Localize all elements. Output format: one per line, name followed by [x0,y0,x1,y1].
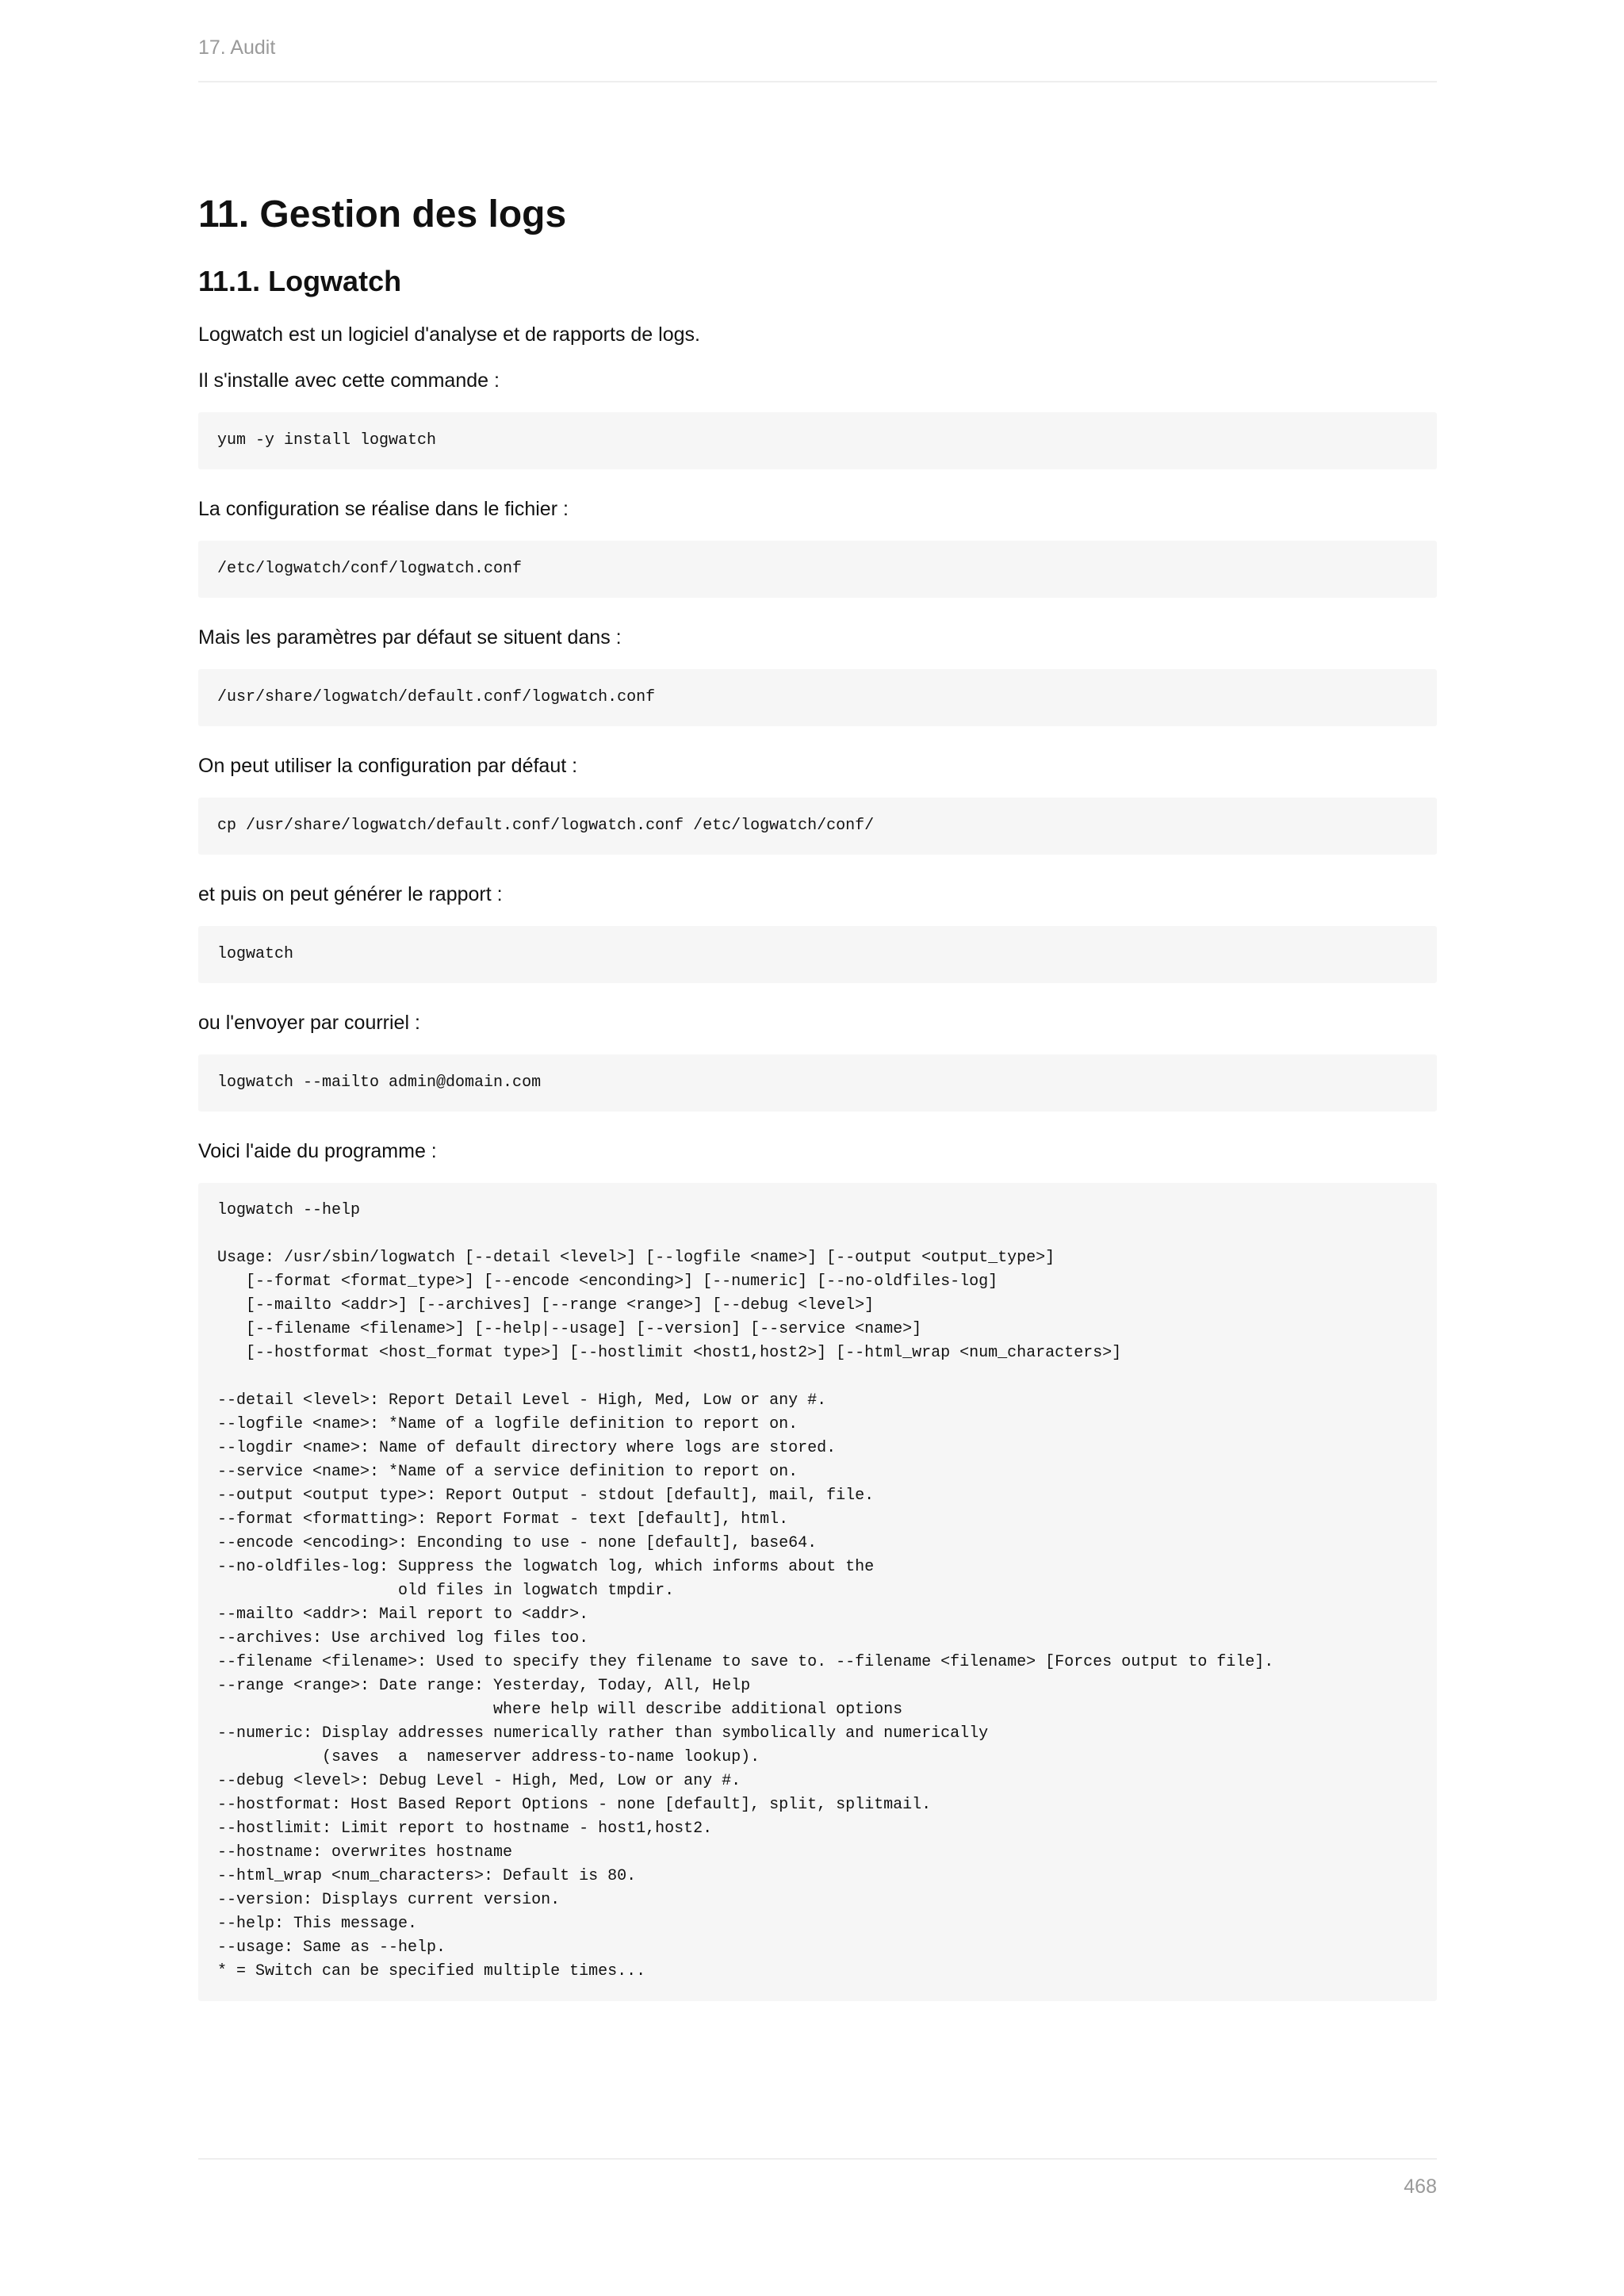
page-content [198,187,1437,2001]
header-divider [198,81,1437,82]
copy-command-block: cp /usr/share/logwatch/default.conf/logwatch.conf /etc/logwatch/conf/ [198,798,1437,855]
defaults-paragraph: Mais les paramètres par défaut se situent dans : [198,626,622,649]
config-paragraph: La configuration se réalise dans le fichier : [198,498,569,520]
mail-command-block: logwatch --mailto admin@domain.com [198,1054,1437,1112]
footer-divider [198,2158,1437,2160]
mail-paragraph: ou l'envoyer par courriel : [198,1012,420,1034]
help-paragraph: Voici l'aide du programme : [198,1140,437,1162]
install-paragraph: Il s'installe avec cette commande : [198,369,500,392]
intro-paragraph: Logwatch est un logiciel d'analyse et de rapports de logs. [198,323,700,346]
section-title: 11.1. Logwatch [198,265,402,297]
install-command-block: yum -y install logwatch [198,412,1437,469]
help-output-block: logwatch --help Usage: /usr/sbin/logwatch [--detail <level>] [--logfile <name>] [--output <output_type>] [--format <format_type>] [--encode <enconding>] [--numeric] [--no-oldfiles-log] [--mailto <addr>] [--archives] [--range <range>] [--debug <level>] [--filename <filename>] [--help|--usage] [--version] [--service <name>] [--hostformat <host_format type>] [--hostlimit <host1,host2>] [--html_wrap <num_characters>] --detail <level>: Report Detail Level - High, Med, Low or any #. --logfile <name>: *Name of a logfile definition to report on. --logdir <name>: Name of default directory where logs are stored. --service <name>: *Name of a service definition to report on. --output <output type>: Report Output - stdout [default], mail, file. --format <formatting>: Report Format - text [default], html. --encode <encoding>: Enconding to use - none [default], base64. --no-oldfiles-log: Suppress the logwatch log, which informs about the old files in logwatch tmpdir. --mailto <addr>: Mail report to <addr>. --archives: Use archived log files too. --filename <filename>: Used to specify they filename to save to. --filename <filename> [Forces output to file]. --range <range>: Date range: Yesterday, Today, All, Help where help will describe additional options --numeric: Display addresses numerically rather than symbolically and numerically (saves a nameserver address-to-name lookup). --debug <level>: Debug Level - High, Med, Low or any #. --hostformat: Host Based Report Options - none [default], split, splitmail. --hostlimit: Limit report to hostname - host1,host2. --hostname: overwrites hostname --html_wrap <num_characters>: Default is 80. --version: Displays current version. --help: This message. --usage: Same as --help. * = Switch can be specified multiple times... [198,1183,1437,2001]
page-number: 468 [1404,2175,1437,2198]
use-default-paragraph: On peut utiliser la configuration par défaut : [198,755,578,777]
generate-command-block: logwatch [198,926,1437,983]
generate-paragraph: et puis on peut générer le rapport : [198,883,503,905]
running-header: 17. Audit [198,36,276,59]
chapter-title: 11. Gestion des logs [198,193,567,235]
defaults-path-block: /usr/share/logwatch/default.conf/logwatch.conf [198,669,1437,726]
config-path-block: /etc/logwatch/conf/logwatch.conf [198,541,1437,598]
